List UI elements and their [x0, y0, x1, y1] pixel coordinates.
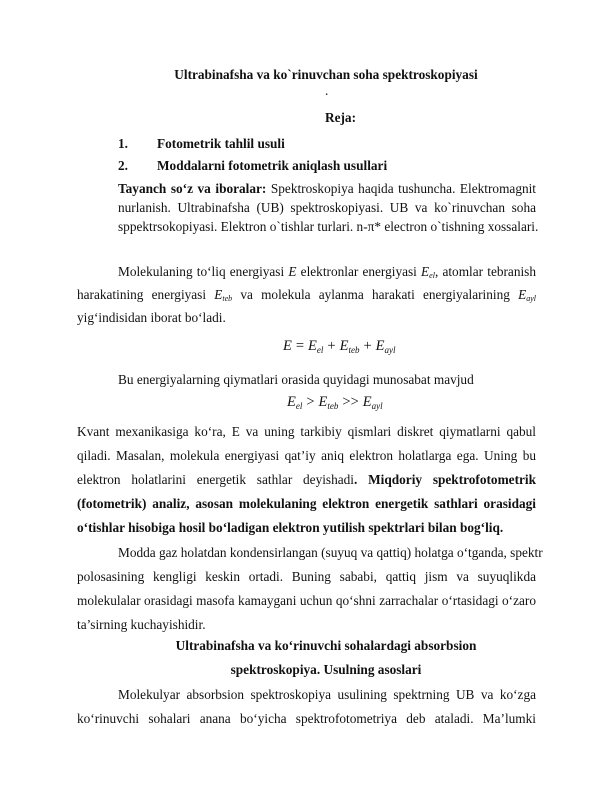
para1-text: , atomlar tebranish: [434, 264, 536, 279]
energy-symbol: E: [421, 264, 430, 279]
formula-symbol: E: [362, 394, 372, 410]
para4-line-2: polosasining kengligi keskin ortadi. Buning sababi, qattiq jism va suyuqlikda: [77, 569, 536, 584]
formula-operator: >>: [342, 394, 359, 410]
plan-item-1-text: Fotometrik tahlil usuli: [157, 136, 285, 151]
plan-item-2-text: Moddalarni fotometrik aniqlash usullari: [157, 158, 388, 173]
section-heading-line-2: spektroskopiya. Usulning asoslari: [230, 662, 422, 677]
energy-relation-formula: [287, 394, 383, 411]
title-dot: .: [325, 83, 329, 98]
formula-symbol: E: [287, 394, 296, 410]
para3-line-3: [77, 472, 536, 488]
para1-text: harakatining energiyasi: [77, 287, 215, 302]
formula-symbol: E: [318, 394, 328, 410]
page-title: Ultrabinafsha va ko`rinuvchan soha spektroskopiyasi: [174, 67, 478, 82]
formula-subscript: teb: [327, 401, 339, 411]
energy-symbol: E: [288, 264, 297, 279]
keywords-line-2: nurlanish. Ultrabinafsha (UB) spektroskopiyasi. UB va ko`rinuvchan soha: [118, 200, 536, 215]
para3-text: elektron holatlarini energetik sathlar deyishadi: [77, 472, 354, 487]
formula-symbol: E: [283, 338, 292, 354]
para1-line-3: yig‘indisidan iborat bo‘ladi.: [77, 310, 226, 325]
energy-symbol: E: [214, 287, 223, 302]
para5-line-2: ko‘rinuvchi sohalari anana bo‘yicha spektrofotometriya deb ataladi. Ma’lumki: [77, 711, 536, 726]
plan-item-2-number: 2.: [118, 158, 128, 173]
keywords-line-3: sppektrsokopiyasi. Elektron o`tishlar turlari. n-π* electron o`tishning xossalari.: [118, 219, 539, 234]
section-heading-line-1: Ultrabinafsha va ko‘rinuvchi sohalardagi absorbsion: [175, 638, 477, 653]
energy-subscript: teb: [222, 294, 233, 303]
para2: Bu energiyalarning qiymatlari orasida quyidagi munosabat mavjud: [118, 372, 474, 387]
formula-operator: =: [295, 338, 305, 354]
formula-subscript: ayl: [384, 345, 396, 355]
para4-line-1: Modda gaz holatdan kondensirlangan (suyuq va qattiq) holatga o‘tganda, spektr: [118, 545, 543, 560]
formula-subscript: el: [295, 401, 303, 411]
formula-subscript: ayl: [371, 401, 383, 411]
para3-line-4: (fotometrik) analiz, asosan molekulaning elektron energetik sathlari orasidagi: [77, 496, 536, 511]
para1-line-1: [118, 264, 536, 284]
formula-operator: +: [363, 338, 372, 354]
para1-text: Molekulaning to‘liq energiyasi: [118, 264, 289, 279]
para4-line-3: molekulalar orasidagi masofa kamaygani uchun qo‘shni zarrachalar o‘rtasidagi o‘zaro: [77, 593, 536, 608]
keywords-label: Tayanch so‘z va iboralar:: [118, 181, 267, 196]
keywords-line-1: [118, 181, 536, 197]
formula-subscript: el: [316, 345, 324, 355]
formula-operator: >: [306, 394, 315, 410]
para3-line-1: Kvant mexanikasiga ko‘ra, E va uning tarkibiy qismlari diskret qiymatlarni qabul: [77, 424, 536, 439]
formula-operator: +: [327, 338, 336, 354]
formula-symbol: E: [375, 338, 385, 354]
para3-bold-text: . Miqdoriy spektrofotometrik: [354, 472, 536, 487]
energy-subscript: el: [429, 271, 435, 280]
energy-symbol: E: [518, 287, 527, 302]
para1-text: elektronlar energiyasi: [296, 264, 422, 279]
plan-item-1-number: 1.: [118, 136, 128, 151]
para1-line-2: [77, 287, 536, 307]
para1-text: va molekula aylanma harakati energiyalarining: [232, 287, 519, 302]
keywords-text-1: Spektroskopiya haqida tushuncha. Elektromagnit: [270, 181, 537, 196]
para3-line-2: qiladi. Masalan, molekula energiyasi qat’iy aniq elektron holatlarga ega. Uning bu: [77, 448, 536, 463]
para4-line-4: ta’sirning kuchayishidir.: [77, 617, 206, 632]
formula-symbol: E: [308, 338, 317, 354]
para3-line-5: o‘tishlar hisobiga hosil bo‘ladigan elektron yutilish spektrlari bilan bog‘liq.: [77, 520, 504, 535]
formula-symbol: E: [339, 338, 349, 354]
energy-subscript: ayl: [526, 294, 536, 303]
formula-subscript: teb: [348, 345, 360, 355]
para5-line-1: Molekulyar absorbsion spektroskopiya usulining spektrning UB va ko‘zga: [118, 687, 536, 702]
energy-sum-formula: [283, 338, 396, 355]
plan-heading: Reja:: [325, 110, 357, 125]
